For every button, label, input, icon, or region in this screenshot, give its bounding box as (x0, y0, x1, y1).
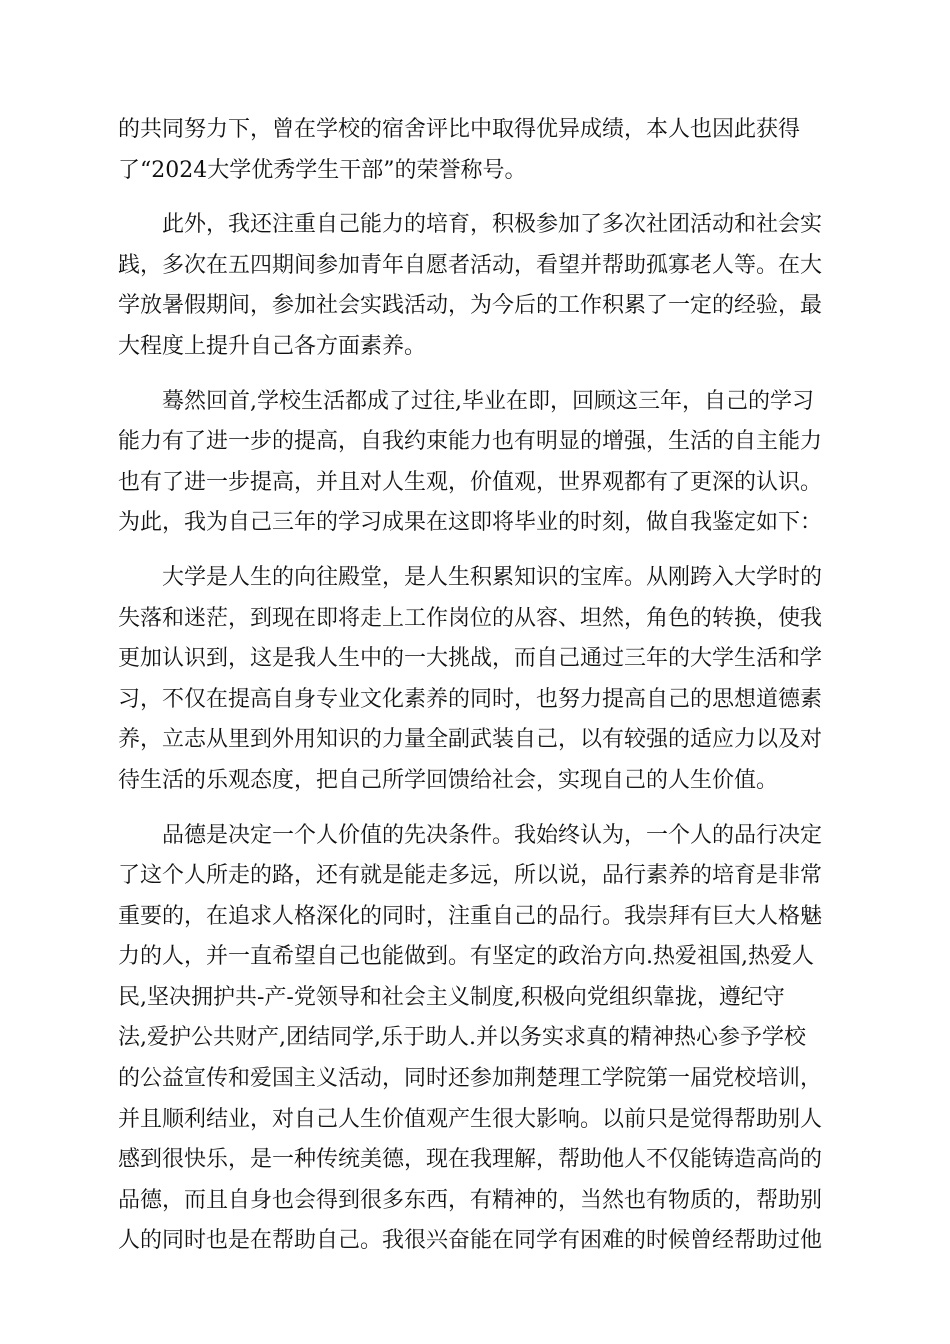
text-line: 力的人，并一直希望自己也能做到。有坚定的政治方向.热爱祖国,热爱人 (118, 944, 814, 970)
text-line: 能力有了进一步的提高，自我约束能力也有明显的增强，生活的自主能力 (118, 429, 823, 455)
text-line: 大程度上提升自己各方面素养。 (118, 333, 427, 359)
text-line: 并且顺利结业，对自己人生价值观产生很大影响。以前只是觉得帮助别人 (118, 1106, 823, 1132)
text-line: 感到很快乐，是一种传统美德，现在我理解，帮助他人不仅能铸造高尚的 (118, 1147, 823, 1173)
text-line: 为此，我为自己三年的学习成果在这即将毕业的时刻，做自我鉴定如下： (118, 510, 823, 536)
text-line: 失落和迷茫，到现在即将走上工作岗位的从容、坦然，角色的转换，使我 (118, 605, 823, 631)
text-line: 养，立志从里到外用知识的力量全副武装自己，以有较强的适应力以及对 (118, 727, 823, 753)
text-line: 了这个人所走的路，还有就是能走多远，所以说，品行素养的培育是非常 (118, 863, 823, 889)
paragraph (118, 558, 838, 802)
text-line: 重要的，在追求人格深化的同时，注重自己的品行。我崇拜有巨大人格魅 (118, 903, 823, 929)
paragraph (118, 382, 838, 544)
paragraph (118, 110, 838, 191)
text-line: 的公益宣传和爱国主义活动，同时还参加荆楚理工学院第一届党校培训， (118, 1066, 823, 1092)
paragraph (118, 205, 838, 367)
text-line: 民,坚决拥护共-产-党领导和社会主义制度,积极向党组织靠拢，遵纪守 (118, 984, 785, 1010)
text-line: 此外，我还注重自己能力的培育，积极参加了多次社团活动和社会实 (162, 212, 823, 238)
document-body (118, 110, 838, 1276)
text-line: 的共同努力下，曾在学校的宿舍评比中取得优异成绩，本人也因此获得 (118, 117, 801, 142)
text-line: 蓦然回首,学校生活都成了过往,毕业在即，回顾这三年，自己的学习 (162, 388, 814, 414)
text-line: 习，不仅在提高自身专业文化素养的同时，也努力提高自己的思想道德素 (118, 686, 823, 712)
text-line: 法,爱护公共财产,团结同学,乐于助人.并以务实求真的精神热心参予学校 (118, 1025, 806, 1051)
paragraph (118, 816, 838, 1263)
text-line: 了“2024大学优秀学生干部”的荣誉称号。 (118, 157, 527, 183)
text-line: 待生活的乐观态度，把自己所学回馈给社会，实现自己的人生价值。 (118, 767, 779, 793)
text-line: 也有了进一步提高，并且对人生观，价值观，世界观都有了更深的认识。 (118, 469, 823, 495)
text-line: 品德是决定一个人价值的先决条件。我始终认为，一个人的品行决定 (162, 822, 823, 848)
text-line: 大学是人生的向往殿堂，是人生积累知识的宝库。从刚跨入大学时的 (162, 564, 823, 590)
text-line: 人的同时也是在帮助自己。我很兴奋能在同学有困难的时候曾经帮助过他 (118, 1228, 823, 1254)
text-line: 更加认识到，这是我人生中的一大挑战，而自己通过三年的大学生活和学 (118, 646, 823, 672)
text-line: 学放暑假期间，参加社会实践活动，为今后的工作积累了一定的经验，最 (118, 293, 823, 319)
text-line: 践，多次在五四期间参加青年自愿者活动，看望并帮助孤寡老人等。在大 (118, 252, 823, 278)
text-line: 品德，而且自身也会得到很多东西，有精神的，当然也有物质的，帮助别 (118, 1187, 823, 1213)
